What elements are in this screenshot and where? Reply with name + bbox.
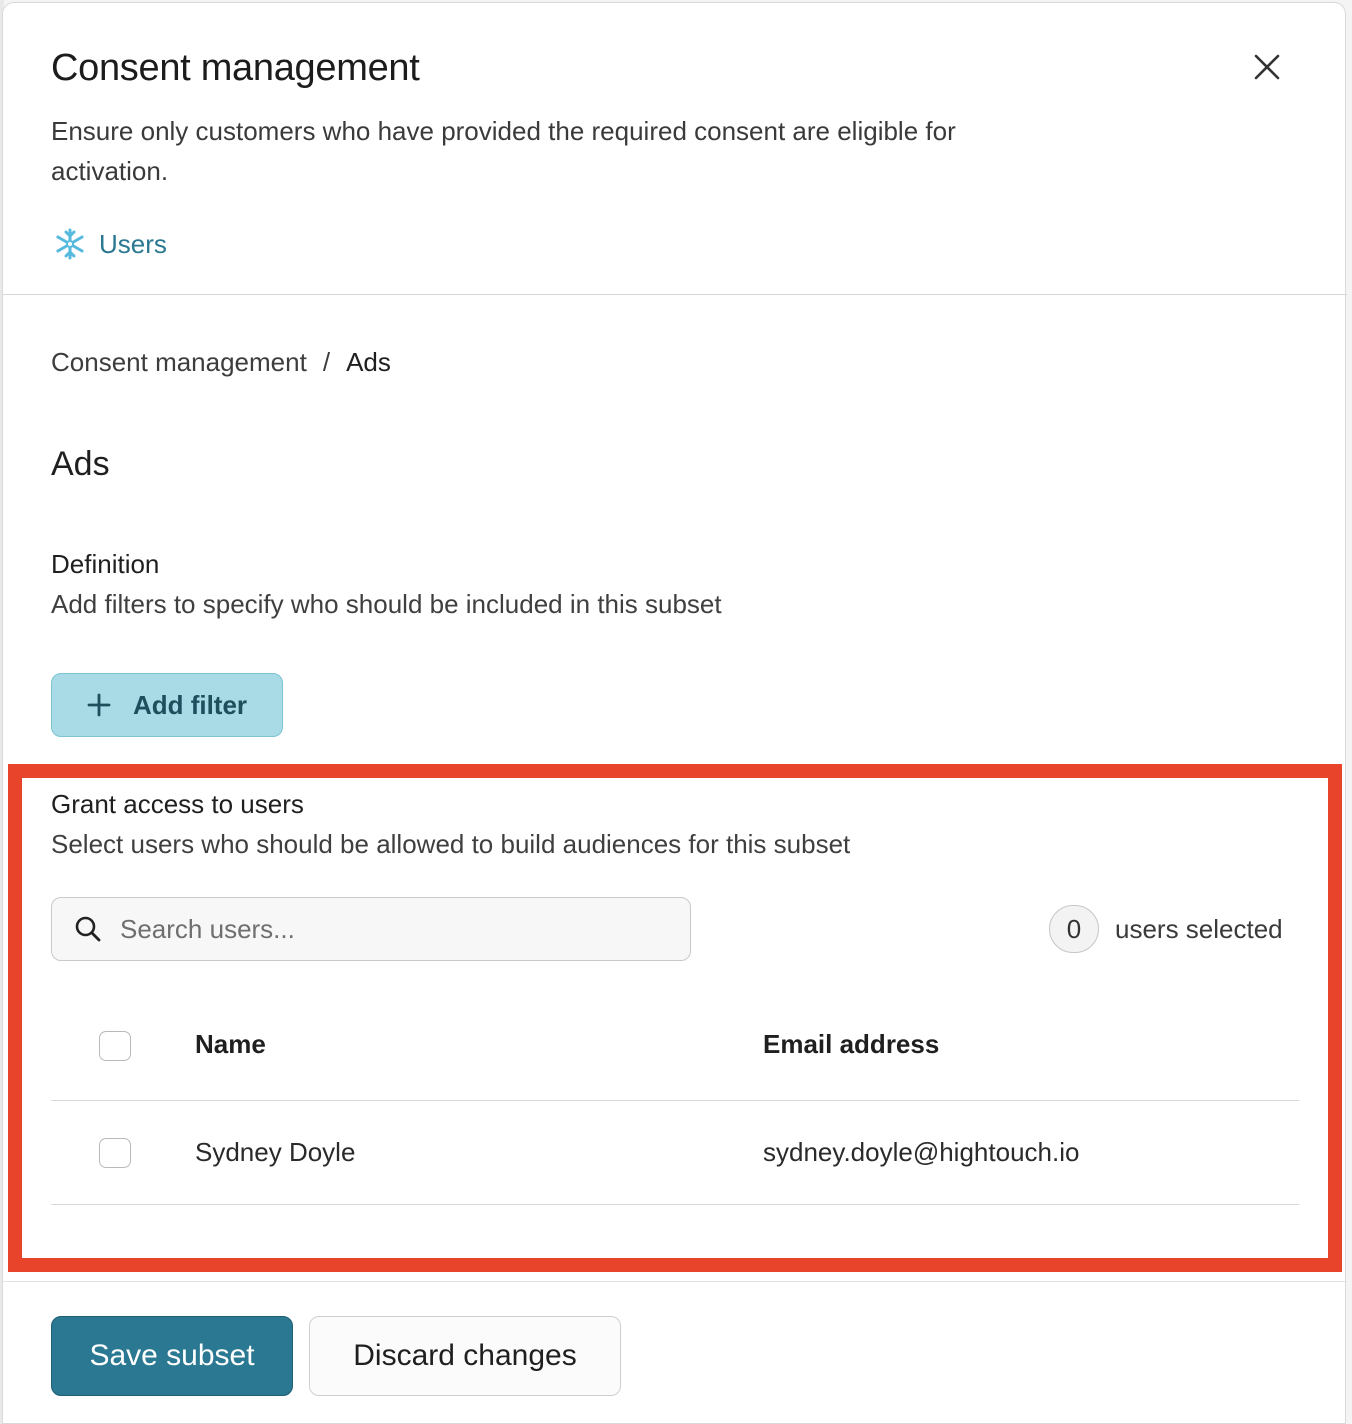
drawer-title: Consent management <box>51 47 420 89</box>
source-link-label: Users <box>99 228 167 259</box>
drawer-footer <box>3 1281 1347 1424</box>
save-subset-button[interactable]: Save subset <box>51 1316 293 1396</box>
close-button[interactable] <box>1247 47 1287 87</box>
breadcrumb-current: Ads <box>346 347 391 377</box>
close-icon <box>1253 53 1281 81</box>
subset-title: Ads <box>51 445 110 483</box>
definition-heading: Definition <box>51 549 160 579</box>
user-email: sydney.doyle@hightouch.io <box>763 1137 1080 1167</box>
plus-icon <box>87 693 111 717</box>
discard-changes-button[interactable]: Discard changes <box>309 1316 621 1396</box>
source-link-users[interactable] <box>53 227 167 261</box>
grant-access-description: Select users who should be allowed to build audiences for this subset <box>51 829 851 859</box>
breadcrumb <box>51 347 391 378</box>
drawer-subtitle: Ensure only customers who have provided the required consent are eligible for activation. <box>51 116 956 186</box>
add-filter-label: Add filter <box>132 689 248 720</box>
highlight-annotation-box <box>8 764 1342 1272</box>
user-name: Sydney Doyle <box>195 1137 356 1167</box>
breadcrumb-separator: / <box>322 347 331 377</box>
add-filter-button[interactable] <box>51 673 283 737</box>
column-header-name: Name <box>195 1029 266 1059</box>
snowflake-icon <box>53 227 87 261</box>
selected-count-badge: 0 <box>1049 905 1099 953</box>
definition-description: Add filters to specify who should be included in this subset <box>51 589 722 619</box>
breadcrumb-parent[interactable]: Consent management <box>51 347 307 377</box>
drawer-header <box>3 3 1347 295</box>
selected-count-label: users selected <box>1115 913 1283 944</box>
column-header-email: Email address <box>763 1029 940 1059</box>
grant-access-heading: Grant access to users <box>51 789 304 819</box>
